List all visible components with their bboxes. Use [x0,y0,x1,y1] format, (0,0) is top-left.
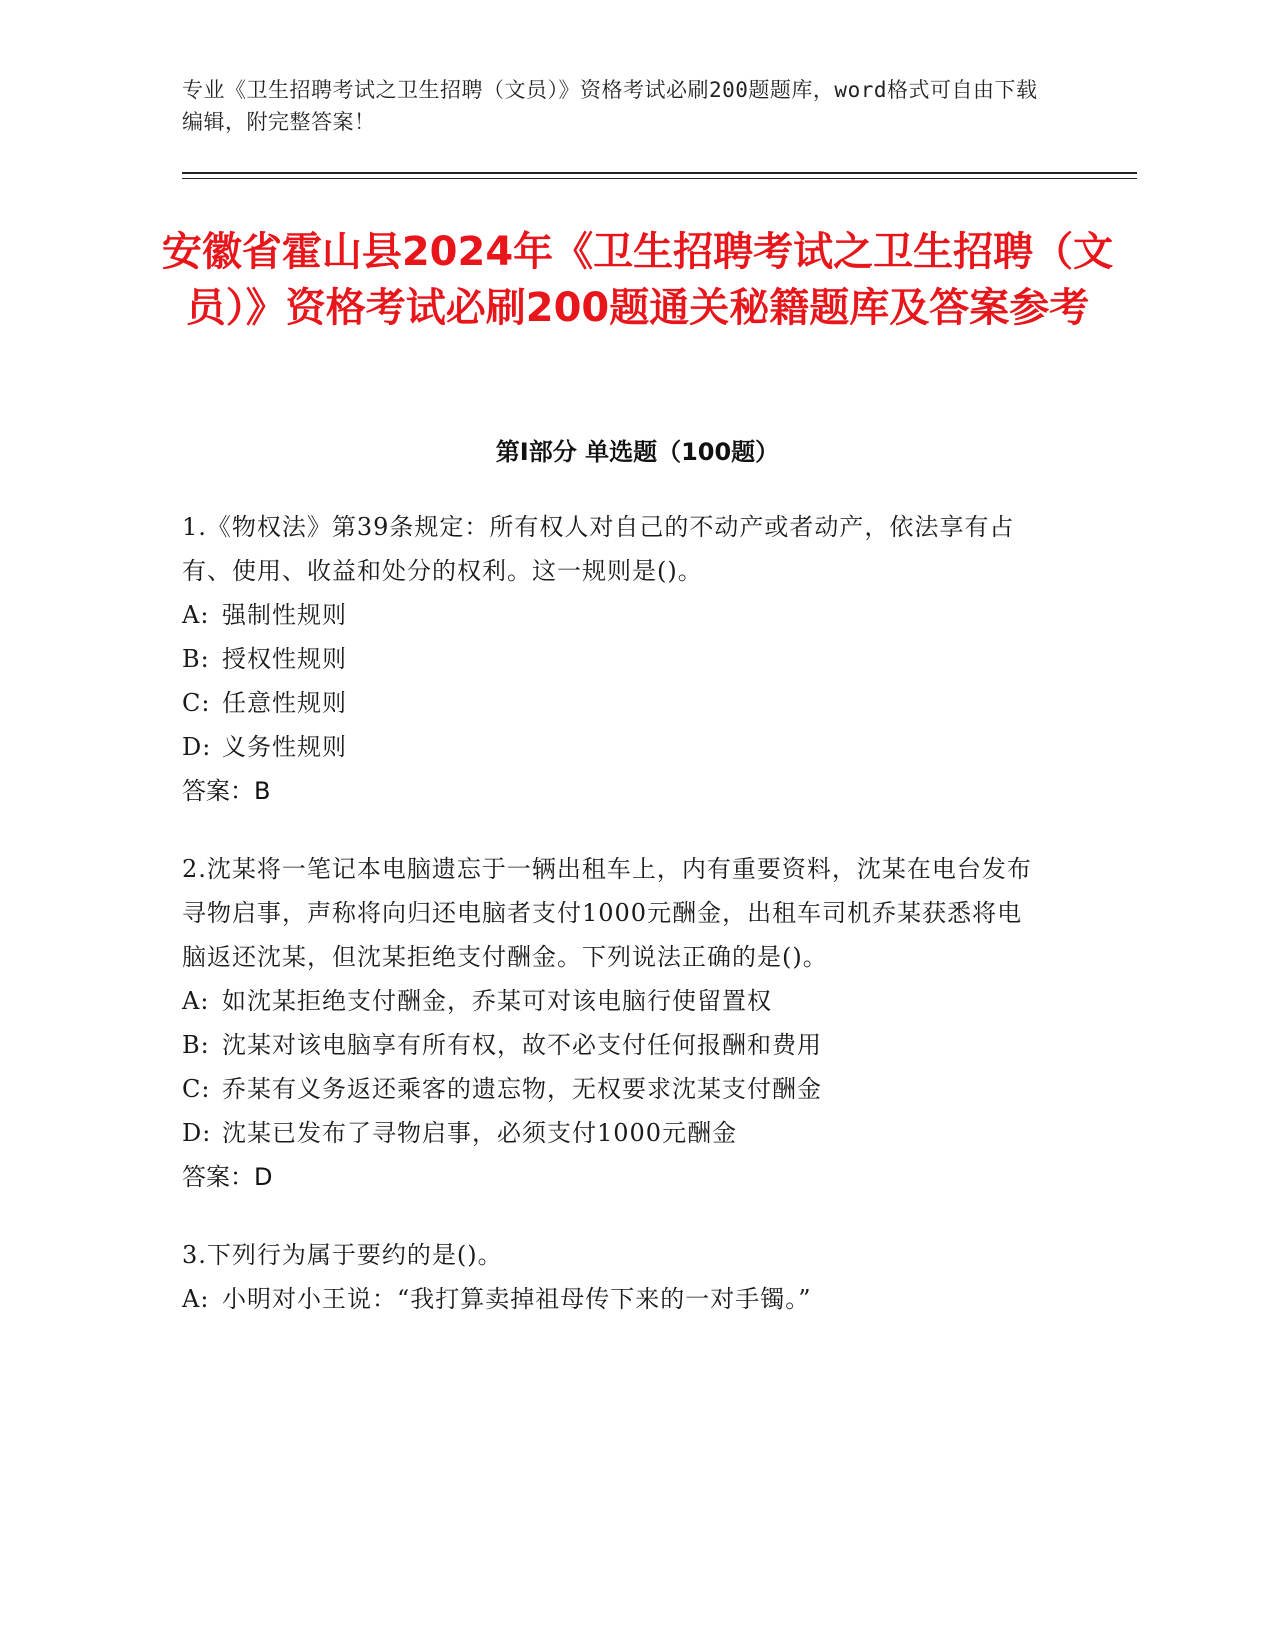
header-divider-thick [182,172,1137,174]
answer-line: 答案：B [182,777,271,805]
section-title: 第Ⅰ部分 单选题（100题） [495,438,780,466]
option-letter: C: [182,1075,211,1103]
option-letter: D: [182,1119,212,1147]
option-a [182,979,1032,1023]
option-text: 义务性规则 [222,733,347,761]
option-text: 授权性规则 [222,645,347,673]
header-note: 专业《卫生招聘考试之卫生招聘（文员）》资格考试必刷200题题库，word格式可自由下载编辑，附完整答案！ [182,78,1038,134]
question-1 [182,505,1032,813]
question-3 [182,1233,1032,1321]
option-d [182,1111,1032,1155]
option-text: 任意性规则 [222,689,347,717]
option-text: 强制性规则 [222,601,347,629]
option-text: 沈某对该电脑享有所有权，故不必支付任何报酬和费用 [222,1031,822,1059]
question-2 [182,847,1032,1199]
option-text: 小明对小王说：“我打算卖掉祖母传下来的一对手镯。” [222,1285,812,1313]
option-b [182,637,1032,681]
question-stem: 3.下列行为属于要约的是()。 [182,1241,503,1269]
option-letter: D: [182,733,212,761]
option-d [182,725,1032,769]
option-c [182,1067,1032,1111]
option-text: 乔某有义务返还乘客的遗忘物，无权要求沈某支付酬金 [222,1075,822,1103]
question-stem: 1.《物权法》第39条规定：所有权人对自己的不动产或者动产，依法享有占有、使用、收益和处分的权利。这一规则是()。 [182,513,1015,585]
question-list [182,505,1032,1355]
option-text: 如沈某拒绝支付酬金，乔某可对该电脑行使留置权 [222,987,772,1015]
option-letter: A: [182,601,210,629]
option-letter: A: [182,987,210,1015]
question-stem: 2.沈某将一笔记本电脑遗忘于一辆出租车上，内有重要资料，沈某在电台发布寻物启事，声称将向归还电脑者支付1000元酬金，出租车司机乔某获悉将电脑返还沈某，但沈某拒绝支付酬金。下列说法正确的是()。 [182,855,1032,971]
answer-line: 答案：D [182,1163,273,1191]
option-letter: B: [182,645,210,673]
option-a [182,1277,1032,1321]
option-c [182,681,1032,725]
option-letter: A: [182,1285,210,1313]
document-title: 安徽省霍山县2024年《卫生招聘考试之卫生招聘（文员）》资格考试必刷200题通关秘籍题库及答案参考 [161,229,1114,331]
option-b [182,1023,1032,1067]
option-text: 沈某已发布了寻物启事，必须支付1000元酬金 [222,1119,738,1147]
header-divider-thin [182,178,1137,179]
option-a [182,593,1032,637]
option-letter: B: [182,1031,210,1059]
option-letter: C: [182,689,211,717]
